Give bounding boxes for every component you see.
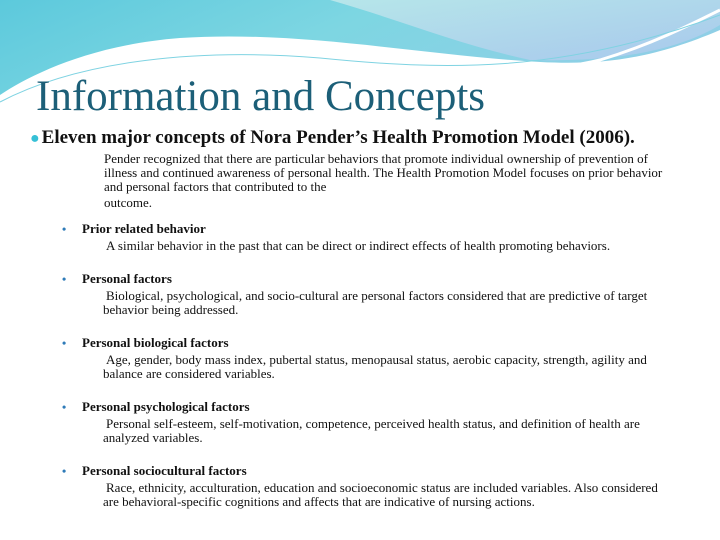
heading-text: Eleven major concepts of Nora Pender’s Health Promotion Model (2006). (41, 127, 635, 148)
main-heading (30, 127, 635, 150)
concept-item (62, 336, 682, 381)
concept-item (62, 464, 682, 509)
concept-description: Personal self-esteem, self-motivation, competence, perceived health status, and definition of health are analyzed variables. (103, 416, 640, 445)
concept-description: Age, gender, body mass index, pubertal status, menopausal status, aerobic capacity, strength, agility and balance are considered variables. (103, 352, 647, 381)
bullet-icon: • (62, 272, 67, 286)
bullet-icon: • (62, 464, 67, 478)
bullet-icon: • (62, 222, 67, 236)
concept-item (62, 400, 682, 445)
bullet-icon: ● (30, 130, 40, 147)
concept-description: Race, ethnicity, acculturation, education and socioeconomic status are included variables. Also considered are behavioral-specific cognitions and affects that are indicative of nursing actions. (103, 480, 658, 509)
concept-item (62, 222, 682, 253)
concept-label: Personal sociocultural factors (82, 463, 247, 478)
concept-label: Prior related behavior (82, 221, 206, 236)
bullet-icon: • (62, 400, 67, 414)
concept-description: A similar behavior in the past that can be direct or indirect effects of health promoting behaviors. (106, 238, 611, 253)
concept-item (62, 272, 682, 317)
intro-end-text: outcome. (104, 195, 153, 210)
intro-paragraph (104, 152, 664, 210)
concept-label: Personal psychological factors (82, 399, 250, 414)
concept-description: Biological, psychological, and socio-cultural are personal factors considered that are predictive of target behavior being addressed. (103, 288, 648, 317)
bullet-icon: • (62, 336, 67, 350)
concept-label: Personal factors (82, 271, 172, 286)
intro-text: Pender recognized that there are particular behaviors that promote individual ownership of prevention of illness and continued awareness of personal health. The Health Promotion Model focuses on prior behavior and personal factors that contributed to the (104, 151, 663, 194)
concept-label: Personal biological factors (82, 335, 229, 350)
slide-title: Information and Concepts (36, 73, 486, 120)
